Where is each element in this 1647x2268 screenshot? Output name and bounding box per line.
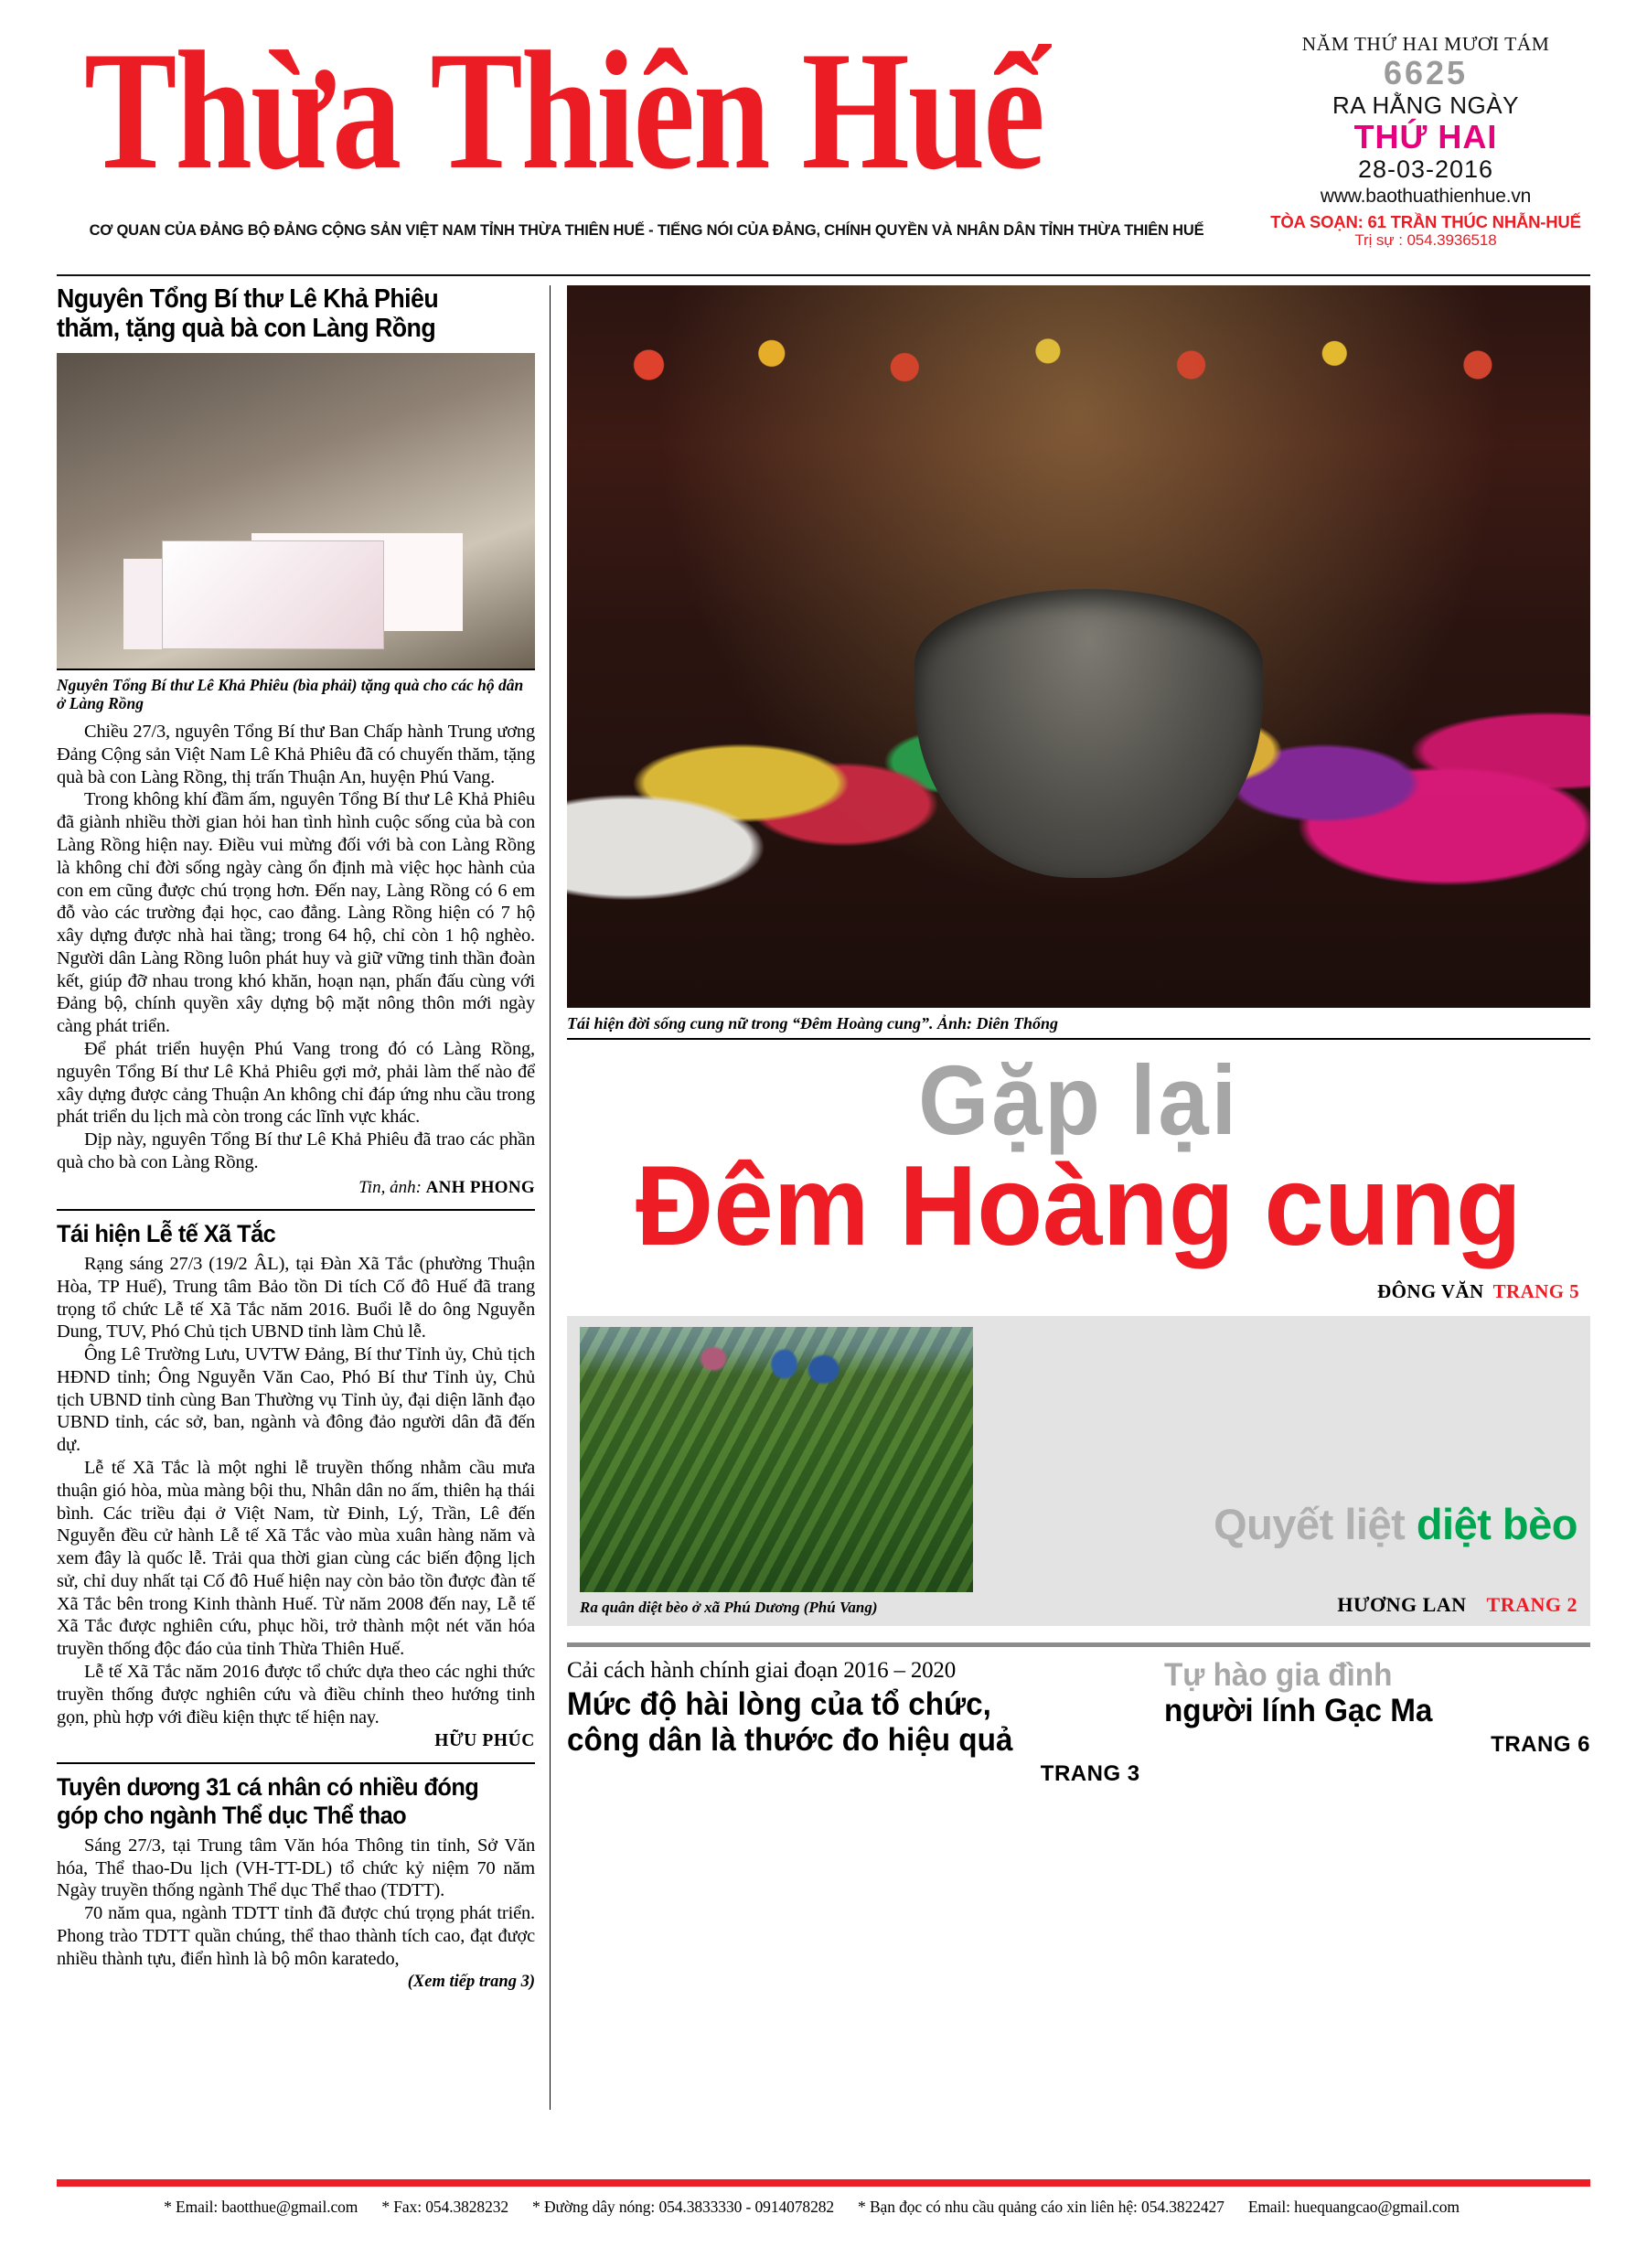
diet-beo-text [973, 1499, 1577, 1617]
article1-paragraph-1: Chiều 27/3, nguyên Tổng Bí thư Ban Chấp hành Trung ương Đảng Cộng sản Việt Nam Lê Khả Phiêu đã có chuyến thăm, tặng quà bà con Làng Rồng, thị trấn Thuận An, huyện Phú Vang. [57, 722, 535, 787]
bottom-teaser-1-line2: công dân là thước đo hiệu quả [567, 1721, 1013, 1758]
diet-beo-credit [993, 1593, 1577, 1617]
article3-headline[interactable]: Tuyên dương 31 cá nhân có nhiều đóng góp cho ngành Thể dục Thể thao [57, 1773, 479, 1829]
bottom-teaser-2-line1: Tự hào gia đình [1163, 1657, 1393, 1694]
bottom-teaser-1-page[interactable]: TRANG 3 [1040, 1761, 1140, 1787]
photo-le-kha-phieu-gift [57, 353, 535, 670]
bottom-teaser-2-line2: người lính Gạc Ma [1163, 1692, 1433, 1728]
diet-beo-photo-wrap [580, 1327, 973, 1617]
article1-headline[interactable]: Nguyên Tổng Bí thư Lê Khả Phiêu thăm, tặng quà bà con Làng Rồng [57, 284, 439, 343]
diet-beo-title-green: diệt bèo [1416, 1500, 1577, 1549]
lead-teaser-credit [567, 1280, 1590, 1303]
office-address: TÒA SOẠN: 61 TRẦN THÚC NHẪN-HUẾ [1270, 211, 1581, 231]
article-tdtt [57, 1773, 535, 1991]
article2-paragraph-2: Ông Lê Trường Lưu, UVTW Đảng, Bí thư Tỉnh ủy, Chủ tịch HĐND tỉnh; Ông Nguyễn Văn Cao, Phó Bí thư Tỉnh ủy, Chủ tịch UBND tỉnh cùng Ban Thường vụ Tỉnh ủy, đại diện lãnh đạo UBND tỉnh, các sở, ban, ngành và đông đảo người dân đã đến dự. [57, 1344, 535, 1456]
footer-red-rule [57, 2179, 1590, 2187]
main-photo-caption: Tái hiện đời sống cung nữ trong “Đêm Hoàng cung”. Ảnh: Diên Thống [567, 1014, 1059, 1032]
masthead-logo-area [57, 16, 1261, 239]
page-footer [57, 2179, 1590, 2217]
publication-date: 28-03-2016 [1357, 155, 1494, 183]
bottom-teasers [567, 1658, 1590, 1787]
bottom-teaser-divider [567, 1642, 1590, 1647]
masthead-info-block [1261, 26, 1590, 249]
footer-email[interactable]: * Email: baotthue@gmail.com [164, 2198, 358, 2216]
website-url[interactable]: www.baothuathienhue.vn [1320, 186, 1532, 208]
article3-paragraph-2: 70 năm qua, ngành TDTT tỉnh đã được chú trọng phát triển. Phong trào TDTT quần chúng, thể thao thành tích cao, đạt được nhiều thành tựu, điển hình là bộ môn karatedo, [57, 1903, 535, 1969]
diet-beo-title [993, 1499, 1577, 1549]
right-column [551, 285, 1590, 2110]
publication-weekday: THỨ HAI [1353, 118, 1498, 156]
lead-teaser-page[interactable]: TRANG 5 [1492, 1280, 1579, 1303]
bottom-teaser-2-page[interactable]: TRANG 6 [1491, 1732, 1590, 1758]
bottom-teaser-1-kicker: Cải cách hành chính giai đoạn 2016 – 2020 [567, 1658, 957, 1684]
left-column [57, 285, 551, 2110]
footer-ads-email[interactable]: Email: huequangcao@gmail.com [1247, 2198, 1460, 2216]
lead-teaser-line1: Gặp lại [918, 1044, 1239, 1155]
bottom-teaser-1-line1: Mức độ hài lòng của tổ chức, [567, 1686, 991, 1723]
diet-beo-page[interactable]: TRANG 2 [1486, 1593, 1577, 1617]
bottom-teaser-1[interactable] [567, 1658, 1140, 1787]
lantern-decor [567, 307, 1590, 423]
photo-diet-beo [580, 1327, 973, 1592]
newspaper-logo-title: Thừa Thiên Huế [84, 16, 1043, 205]
article-le-te-xa-tac [57, 1220, 535, 1752]
footer-ads: * Bạn đọc có nhu cầu quảng cáo xin liên hệ: 054.3822427 [858, 2198, 1225, 2216]
publication-year-line: NĂM THỨ HAI MƯƠI TÁM [1301, 33, 1550, 55]
article1-byline [57, 1178, 535, 1198]
article2-paragraph-3: Lễ tế Xã Tắc là một nghi lễ truyền thống nhằm cầu mưa thuận gió hòa, mùa màng bội thu, Nhân dân no ấm, thiên hạ thái bình. Các triều đại ở Việt Nam, từ Đinh, Lý, Trần, Lê đến Nguyễn đều cử hành Lễ tế Xã Tắc vào mùa xuân hàng năm và xem đây là quốc lễ. Trải qua thời gian cùng các biến động lịch sử, chỉ duy nhất tại Cố đô Huế hiện nay còn bảo tồn được đàn tế Xã Tắc bên trong Kinh thành Huế. Từ năm 2008 đến nay, Lễ tế Xã Tắc được nghiên cứu, phục hồi, trở thành một nét văn hóa truyền thống độc đáo của tỉnh Thừa Thiên Huế. [57, 1457, 535, 1660]
article3-continuation-note[interactable]: (Xem tiếp trang 3) [407, 1972, 535, 1991]
article2-byline-author: HỮU PHÚC [434, 1731, 535, 1751]
diet-beo-teaser[interactable] [567, 1316, 1590, 1626]
footer-hotline: * Đường dây nóng: 054.3833330 - 0914078282 [532, 2198, 835, 2216]
masthead-subtitle: CƠ QUAN CỦA ĐẢNG BỘ ĐẢNG CỘNG SẢN VIỆT NAM TỈNH THỪA THIÊN HUẾ - TIẾNG NÓI CỦA ĐẢNG, CHÍNH QUYỀN VÀ NHÂN DÂN TỈNH THỪA THIÊN HUẾ [89, 222, 1204, 239]
lead-teaser[interactable] [567, 1040, 1590, 1269]
article-divider-1 [57, 1209, 535, 1211]
article1-byline-prefix: Tin, ảnh: [358, 1177, 422, 1197]
lead-teaser-line2: Đêm Hoàng cung [636, 1142, 1522, 1269]
article1-byline-author: ANH PHONG [425, 1177, 535, 1197]
article-le-kha-phieu [57, 285, 535, 1198]
issue-number: 6625 [1383, 54, 1469, 92]
diet-beo-caption: Ra quân diệt bèo ở xã Phú Dương (Phú Vang) [580, 1599, 878, 1617]
article1-paragraph-2: Trong không khí đầm ấm, nguyên Tổng Bí thư Lê Khả Phiêu đã giành nhiều thời gian hỏi han tình hình cuộc sống của bà con Làng Rồng hiện nay. Điều vui mừng đối với bà con Làng Rồng là không chỉ đời sống ngày càng ổn định mà việc học hành của con em cũng được chú trọng hơn. Đến nay, Làng Rồng có 6 em đỗ vào các trường đại học, cao đẳng. Làng Rồng hiện có 7 hộ xây dựng được nhà hai tầng; trong 64 hộ, chỉ còn 1 hộ nghèo. Người dân Làng Rồng luôn phát huy và giữ vững tinh thần đoàn kết, giúp đỡ nhau trong khó khăn, hoạn nạn, phấn đấu cùng với Đảng bộ, chính quyền xây dựng bộ mặt nông thôn mới ngày càng phát triển. [57, 789, 535, 1037]
footer-fax: * Fax: 054.3828232 [381, 2198, 509, 2216]
office-phone: Trị sự : 054.3936518 [1354, 231, 1497, 250]
publication-frequency: RA HẰNG NGÀY [1332, 91, 1519, 120]
masthead-divider [57, 274, 1590, 276]
article2-paragraph-1: Rạng sáng 27/3 (19/2 ÂL), tại Đàn Xã Tắc (phường Thuận Hòa, TP Huế), Trung tâm Bảo tồn Di tích Cố đô Huế đã trang trọng tổ chức Lễ tế Xã Tắc năm 2016. Buổi lễ do ông Nguyễn Dung, TUV, Phó Chủ tịch UBND tỉnh làm Chủ lễ. [57, 1253, 535, 1343]
article2-headline[interactable]: Tái hiện Lễ tế Xã Tắc [57, 1219, 276, 1247]
diet-beo-author: HƯƠNG LAN [1337, 1593, 1467, 1617]
diet-beo-title-gray: Quyết liệt [1214, 1500, 1406, 1549]
lead-teaser-author: ĐÔNG VĂN [1377, 1280, 1484, 1303]
article1-photo-caption: Nguyên Tổng Bí thư Lê Khả Phiêu (bìa phải) tặng quà cho các hộ dân ở Làng Rồng [57, 675, 524, 713]
article2-paragraph-4: Lễ tế Xã Tắc năm 2016 được tổ chức dựa theo các nghi thức truyền thống được nghiên cứu và điều chỉnh theo hướng tinh gọn, phù hợp với điều kiện thực tế hiện nay. [57, 1662, 535, 1728]
article-divider-2 [57, 1762, 535, 1764]
article3-paragraph-1: Sáng 27/3, tại Trung tâm Văn hóa Thông tin tỉnh, Sở Văn hóa, Thể thao-Du lịch (VH-TT-DL) tổ chức kỷ niệm 70 năm Ngày truyền thống ngành Thể dục Thể thao (TDTT). [57, 1835, 535, 1901]
bottom-teaser-2[interactable] [1140, 1658, 1590, 1787]
article1-paragraph-3: Để phát triển huyện Phú Vang trong đó có Làng Rồng, nguyên Tổng Bí thư Lê Khả Phiêu gợi mở, phải làm thế nào để xây dựng được cảng Thuận An không chỉ đáp ứng nhu cầu trong phát triển du lịch mà còn trong các lĩnh vực khác. [57, 1039, 535, 1128]
masthead [57, 0, 1590, 271]
photo-dem-hoang-cung [567, 285, 1590, 1008]
main-content [57, 285, 1590, 2110]
article1-paragraph-4: Dịp này, nguyên Tổng Bí thư Lê Khả Phiêu đã trao các phần quà cho bà con Làng Rồng. [57, 1129, 535, 1172]
footer-contact-line [57, 2198, 1590, 2217]
